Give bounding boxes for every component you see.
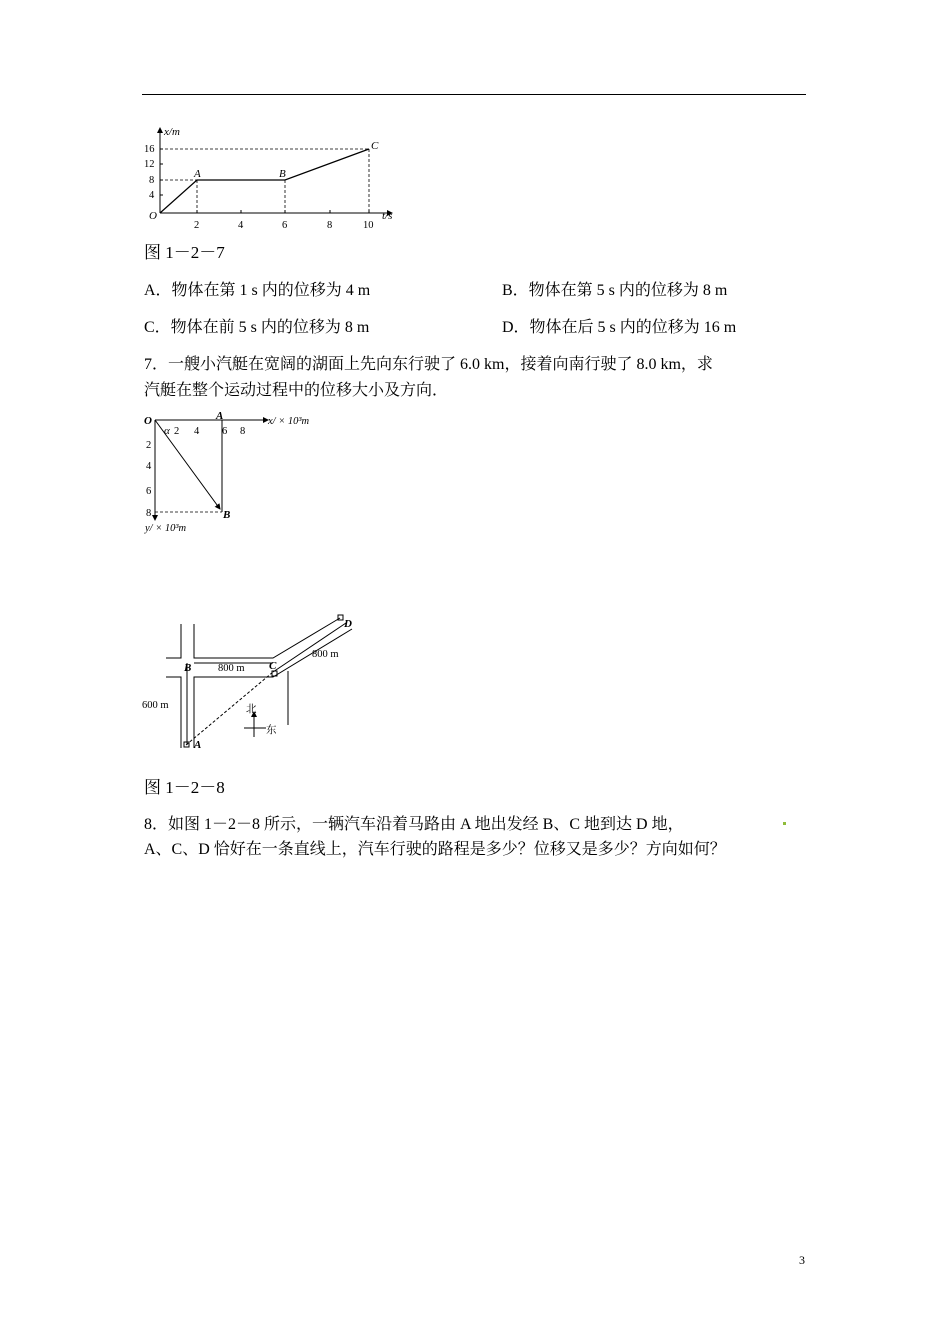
point-a-label: A	[194, 739, 202, 751]
point-a-label: A	[194, 168, 201, 180]
x-tick-label: 6	[222, 426, 228, 437]
point-b-label: B	[184, 662, 192, 674]
x-tick-label: 8	[240, 426, 246, 437]
y-tick-label: 8	[146, 508, 152, 519]
figure-caption: 图 1－2－7	[144, 243, 225, 262]
y-tick-label: 16	[144, 144, 155, 155]
y-tick-label: 2	[146, 440, 152, 451]
point-b-label: B	[223, 509, 231, 521]
alpha-label: α	[164, 425, 170, 437]
y-axis-label: x/m	[164, 126, 180, 138]
x-tick-label: 4	[194, 426, 200, 437]
page-number: 3	[799, 1253, 805, 1267]
compass-cross	[244, 715, 266, 737]
y-tick-label: 4	[146, 461, 152, 472]
north-label: 北	[246, 704, 257, 715]
y-tick-label: 12	[144, 159, 155, 170]
y-tick-label: 4	[149, 190, 155, 201]
route-line	[273, 623, 346, 672]
y-axis-label: y/ × 10³m	[145, 523, 187, 534]
x-tick-label: 4	[238, 220, 244, 230]
question-7-line-1: 7．一艘小汽艇在宽阔的湖面上先向东行驶了 6.0 km，接着向南行驶了 8.0 km，求	[144, 356, 713, 373]
guide-lines	[160, 149, 369, 213]
question-8-line-1: 8．如图 1－2－8 所示，一辆汽车沿着马路由 A 地出发经 B、C 地到达 D 地，	[144, 816, 684, 833]
x-tick-label: 6	[282, 220, 288, 230]
figure-x-t-graph	[140, 120, 410, 230]
road-edge	[166, 624, 181, 658]
graph-line	[160, 149, 369, 213]
road-edge	[166, 677, 181, 748]
x-tick-labels	[174, 426, 245, 437]
figure-boat-displacement	[140, 408, 340, 538]
origin-label: O	[144, 415, 152, 427]
y-tick-labels	[146, 440, 152, 519]
origin-label: O	[149, 210, 157, 222]
displacement-vector	[155, 420, 220, 509]
displacement-line	[186, 672, 273, 745]
cd-length-label: 800 m	[312, 649, 339, 660]
y-tick-label: 6	[146, 486, 152, 497]
option-b: B．物体在第 5 s 内的位移为 8 m	[502, 282, 728, 299]
y-tick-labels	[144, 144, 155, 201]
question-7-line-2: 汽艇在整个运动过程中的位移大小及方向．	[144, 382, 449, 399]
option-c: C．物体在前 5 s 内的位移为 8 m	[144, 319, 370, 336]
x-tick-label: 10	[363, 220, 374, 230]
point-a-label: A	[216, 410, 224, 422]
x-tick-labels	[194, 220, 374, 230]
x-tick-label: 8	[327, 220, 333, 230]
figure-road-map	[140, 605, 360, 755]
point-b-label: B	[279, 168, 286, 180]
ab-length-label: 600 m	[142, 700, 169, 711]
option-a: A．物体在第 1 s 内的位移为 4 m	[144, 282, 371, 299]
figure-caption: 图 1－2－8	[144, 778, 225, 797]
x-axis-label: x/ × 10³m	[268, 416, 310, 427]
option-d: D．物体在后 5 s 内的位移为 16 m	[502, 319, 737, 336]
east-label: 东	[266, 725, 277, 736]
bc-length-label: 800 m	[218, 663, 245, 674]
header-rule	[142, 94, 806, 95]
point-c-label: C	[371, 140, 379, 152]
y-tick-label: 8	[149, 175, 155, 186]
x-tick-label: 2	[194, 220, 200, 230]
question-8-line-2: A、C、D 恰好在一条直线上，汽车行驶的路程是多少？位移又是多少？方向如何？	[144, 841, 726, 858]
point-d-label: D	[344, 618, 352, 630]
decorative-dot	[783, 822, 786, 825]
point-c-label: C	[269, 660, 277, 672]
x-tick-label: 2	[174, 426, 180, 437]
x-axis-label: t/s	[382, 210, 393, 222]
